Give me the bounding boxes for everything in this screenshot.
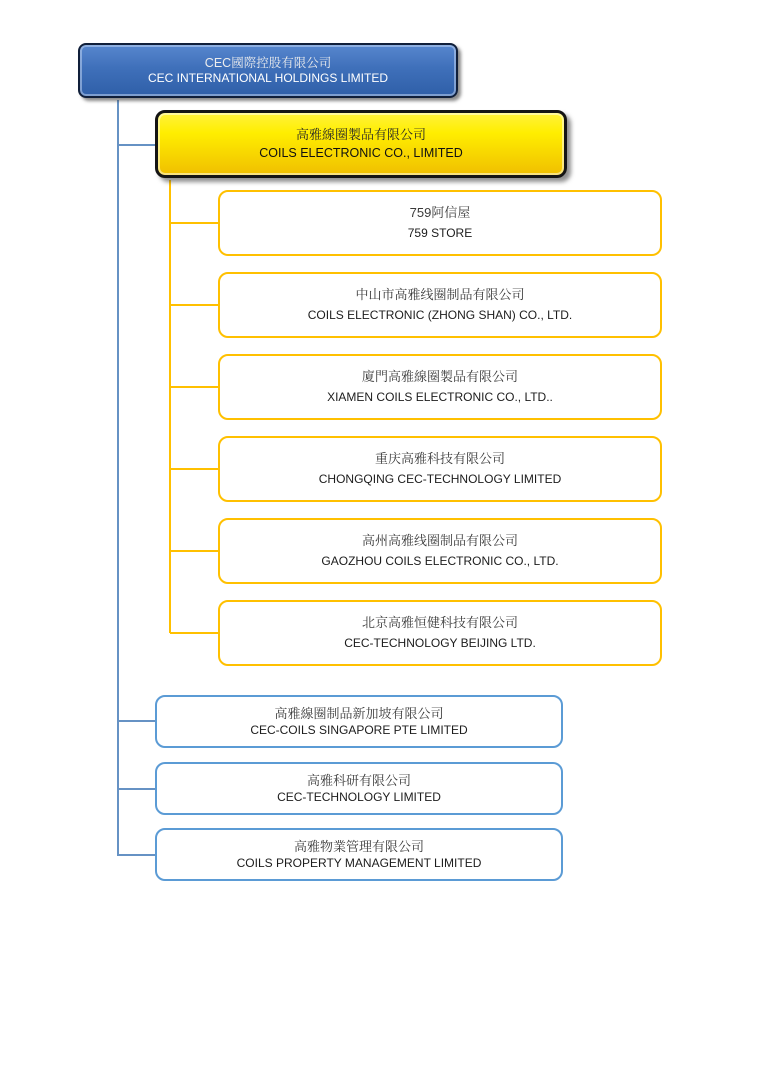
node-beijing <box>218 600 662 666</box>
connector-root-vertical <box>117 100 119 856</box>
node-root-name-zh: CEC國際控股有限公司 <box>204 55 332 70</box>
connector-root-to-singapore <box>118 720 155 722</box>
node-chongqing-name-zh: 重庆高雅科技有限公司 <box>374 451 505 466</box>
node-beijing-name-zh: 北京高雅恒健科技有限公司 <box>361 615 518 630</box>
node-coils-electronic-name-zh: 高雅線圈製品有限公司 <box>295 127 426 142</box>
node-zhongshan <box>218 272 662 338</box>
node-xiamen <box>218 354 662 420</box>
node-beijing-name-en: CEC-TECHNOLOGY BEIJING LTD. <box>344 636 536 650</box>
node-root-cec-international <box>78 43 458 98</box>
node-xiamen-name-en: XIAMEN COILS ELECTRONIC CO., LTD.. <box>327 390 553 404</box>
connector-root-to-property-management <box>118 854 155 856</box>
connector-root-to-cec-technology <box>118 788 155 790</box>
node-singapore <box>155 695 563 748</box>
node-759-store <box>218 190 662 256</box>
node-759-store-name-en: 759 STORE <box>407 226 473 240</box>
connector-coils-vertical <box>169 180 171 633</box>
connector-root-to-coils-electronic <box>118 144 155 146</box>
node-cec-technology-name-zh: 高雅科研有限公司 <box>306 772 411 788</box>
node-property-management <box>155 828 563 881</box>
node-gaozhou-name-zh: 高州高雅线圈制品有限公司 <box>361 533 518 548</box>
node-singapore-name-zh: 高雅線圈制品新加坡有限公司 <box>274 705 444 721</box>
node-cec-technology <box>155 762 563 815</box>
node-coils-electronic <box>155 110 567 178</box>
connector-coils-to-beijing <box>170 632 218 634</box>
node-singapore-name-en: CEC-COILS SINGAPORE PTE LIMITED <box>250 722 468 737</box>
connector-coils-to-chongqing <box>170 468 218 470</box>
node-gaozhou-name-en: GAOZHOU COILS ELECTRONIC CO., LTD. <box>321 554 559 568</box>
connector-coils-to-gaozhou <box>170 550 218 552</box>
node-chongqing <box>218 436 662 502</box>
node-root-name-en: CEC INTERNATIONAL HOLDINGS LIMITED <box>147 70 389 85</box>
node-xiamen-name-zh: 廈門高雅線圈製品有限公司 <box>361 369 518 384</box>
connector-coils-to-759-store <box>170 222 218 224</box>
node-759-store-name-zh: 759阿信屋 <box>409 205 471 220</box>
node-property-management-name-zh: 高雅物業管理有限公司 <box>293 838 424 854</box>
connector-coils-to-zhongshan <box>170 304 218 306</box>
node-cec-technology-name-en: CEC-TECHNOLOGY LIMITED <box>277 789 441 804</box>
node-zhongshan-name-en: COILS ELECTRONIC (ZHONG SHAN) CO., LTD. <box>307 308 573 322</box>
connector-coils-to-xiamen <box>170 386 218 388</box>
node-coils-electronic-name-en: COILS ELECTRONIC CO., LIMITED <box>259 146 463 160</box>
node-property-management-name-en: COILS PROPERTY MANAGEMENT LIMITED <box>236 855 482 870</box>
node-chongqing-name-en: CHONGQING CEC-TECHNOLOGY LIMITED <box>318 472 562 486</box>
node-gaozhou <box>218 518 662 584</box>
node-zhongshan-name-zh: 中山市高雅线圈制品有限公司 <box>355 287 525 302</box>
